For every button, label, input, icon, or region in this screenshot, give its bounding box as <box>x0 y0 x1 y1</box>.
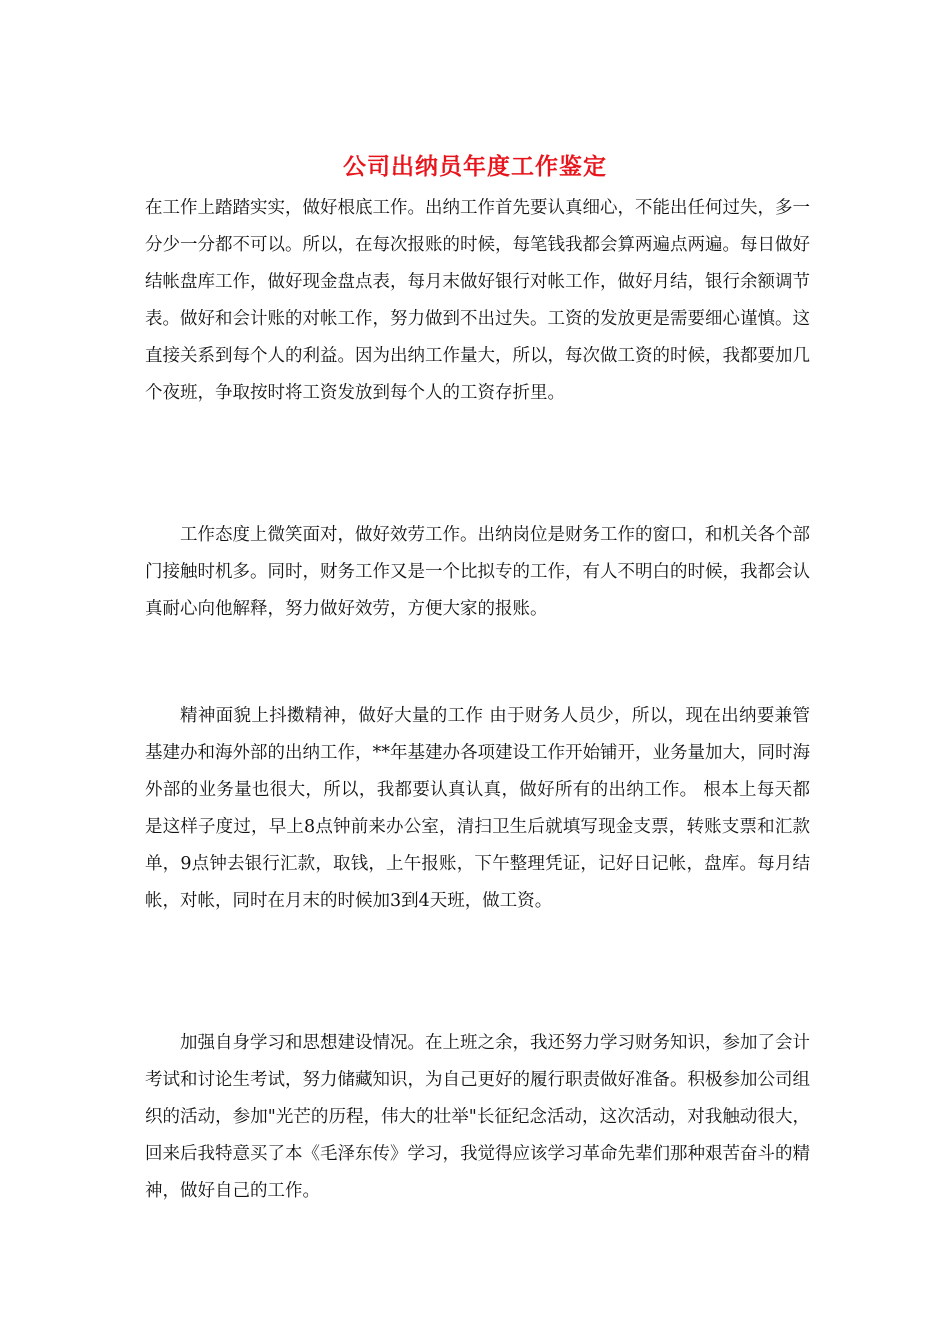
paragraph-workload: 精神面貌上抖擞精神，做好大量的工作 由于财务人员少，所以，现在出纳要兼管基建办和海外部的出纳工作，**年基建办各项建设工作开始铺开，业务量加大，同时海外部的业务量也很大，所以，我都要认真认真，做好所有的出纳工作。 根本上每天都是这样子度过，早上8点钟前来办公室，清扫卫生后就填写现金支票，转账支票和汇款单，9点钟去银行汇款，取钱，上午报账，下午整理凭证，记好日记帐，盘库。每月结帐，对帐，同时在月末的时候加3到4天班，做工资。 <box>145 706 810 911</box>
paragraph-work-foundation: 在工作上踏踏实实，做好根底工作。出纳工作首先要认真细心，不能出任何过失，多一分少一分都不可以。所以，在每次报账的时候，每笔钱我都会算两遍点两遍。每日做好结帐盘库工作，做好现金盘点表，每月末做好银行对帐工作，做好月结，银行余额调节表。做好和会计账的对帐工作，努力做到不出过失。工资的发放更是需要细心谨慎。这直接关系到每个人的利益。因为出纳工作量大，所以，每次做工资的时候，我都要加几个夜班，争取按时将工资发放到每个人的工资存折里。 <box>145 198 810 403</box>
paragraph-service-attitude: 工作态度上微笑面对，做好效劳工作。出纳岗位是财务工作的窗口，和机关各个部门接触时机多。同时，财务工作又是一个比拟专的工作，有人不明白的时候，我都会认真耐心向他解释，努力做好效劳，方便大家的报账。 <box>145 525 810 619</box>
paragraph-self-study: 加强自身学习和思想建设情况。在上班之余，我还努力学习财务知识，参加了会计考试和讨论生考试，努力储藏知识，为自己更好的履行职责做好准备。积极参加公司组织的活动，参加"光芒的历程，伟大的壮举"长征纪念活动，这次活动，对我触动很大，回来后我特意买了本《毛泽东传》学习，我觉得应该学习革命先辈们那种艰苦奋斗的精神，做好自己的工作。 <box>145 1033 810 1201</box>
document-title: 公司出纳员年度工作鉴定 <box>343 154 607 180</box>
